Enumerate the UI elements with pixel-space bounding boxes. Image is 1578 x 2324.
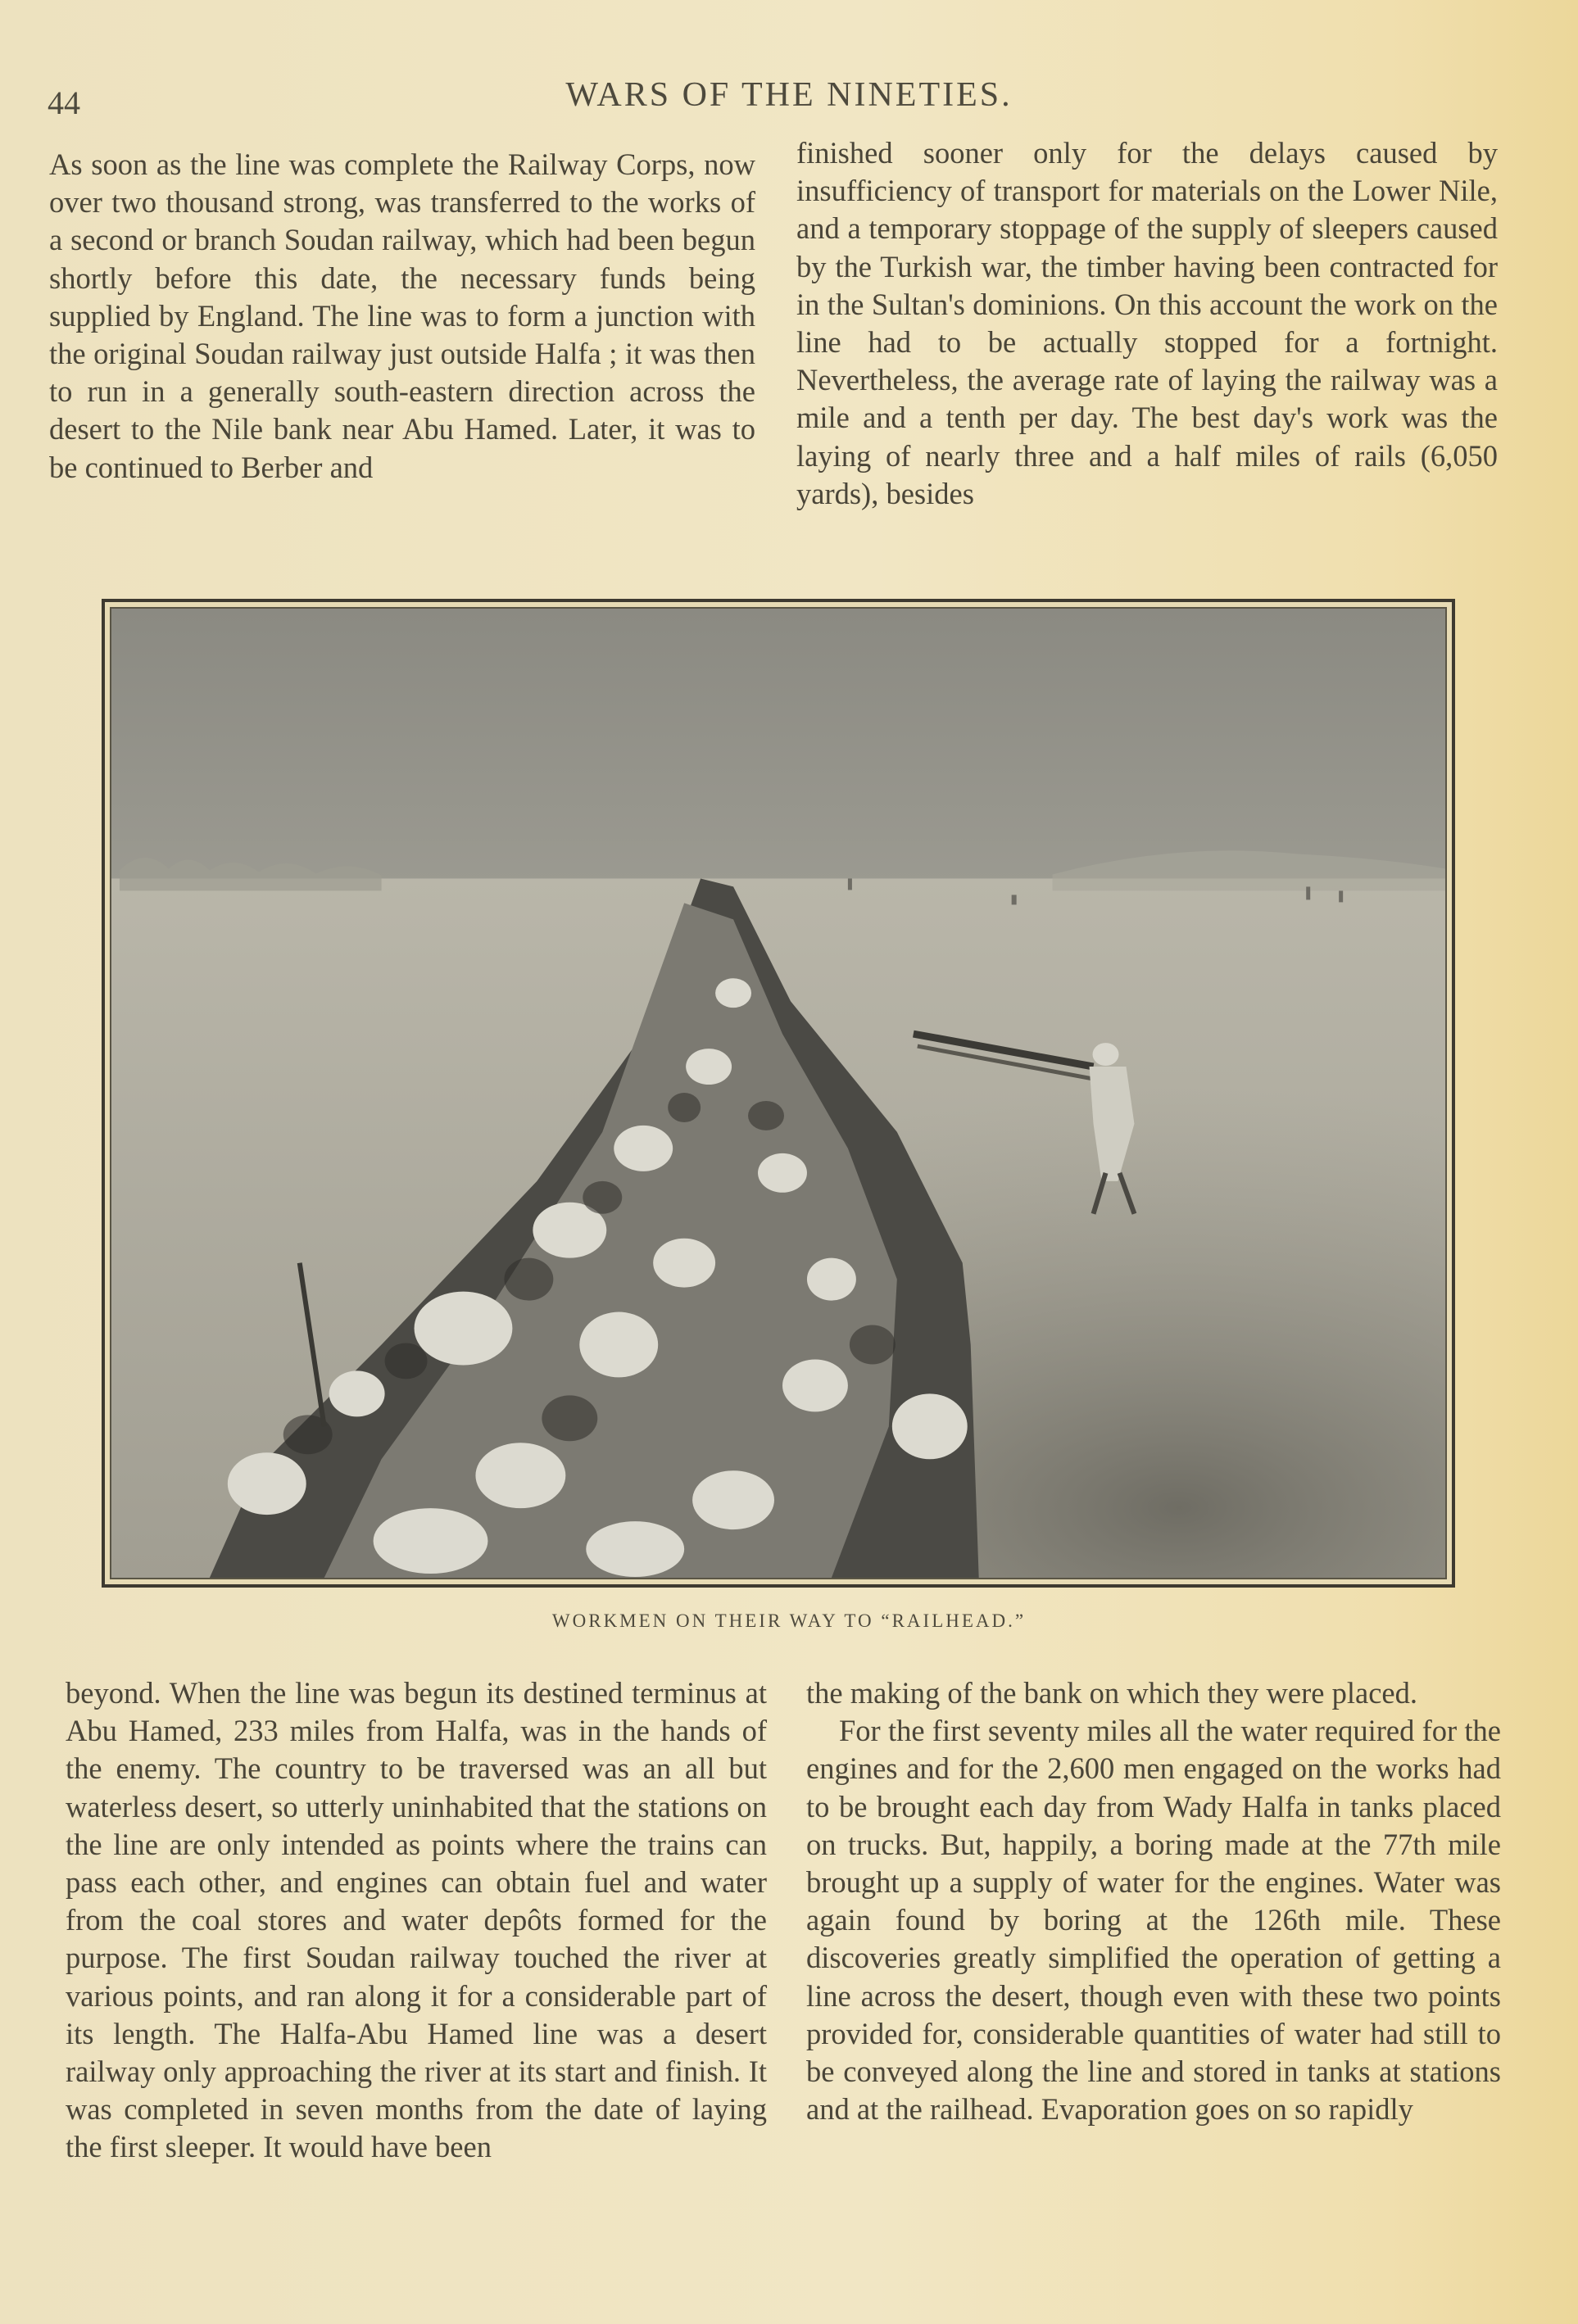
- paragraph: the making of the bank on which they were placed.: [806, 1676, 1417, 1710]
- paragraph: finished sooner only for the delays caused by insufficiency of transport for materials on the Lower Nile, and a temporary stoppage of the supply of sleepers caused by the Turkish war, the timber having been contracted for in the Sultan's dominions. On this account the work on the line had to be actually stopped for a fortnight. Nevertheless, the average rate of laying the railway was a mile and a tenth per day. The best day's work was the laying of nearly three and a half miles of rails (6,050 yards), besides: [796, 136, 1498, 510]
- column-bottom-left: [66, 1674, 767, 2167]
- photograph-frame: [102, 599, 1455, 1588]
- running-title: WARS OF THE NINETIES.: [565, 76, 1013, 114]
- paragraph: beyond. When the line was begun its destined terminus at Abu Hamed, 233 miles from Halfa, was in the hands of the enemy. The country to be traversed was an all but waterless desert, so utterly uninhabited that the stations on the line are only intended as points where the trains can pass each other, and engines can obtain fuel and water from the coal stores and water depôts formed for the purpose. The first Soudan railway touched the river at various points, and ran along it for a considerable part of its length. The Halfa-Abu Hamed line was a desert railway only approaching the river at its start and finish. It was completed in seven months from the date of laying the first sleeper. It would have been: [66, 1676, 767, 2164]
- column-top-left: [49, 146, 755, 487]
- column-bottom-right: [806, 1674, 1501, 2128]
- workmen-photo-illustration: [111, 609, 1445, 1578]
- running-head: [0, 72, 1578, 121]
- column-top-right: [796, 134, 1498, 513]
- paragraph: As soon as the line was complete the Railway Corps, now over two thousand strong, was transferred to the works of a second or branch Soudan railway, which had been begun shortly before this date, the necessary funds being supplied by England. The line was to form a junction with the original Soudan railway just outside Halfa ; it was then to run in a generally south-eastern direction across the desert to the Nile bank near Abu Hamed. Later, it was to be continued to Berber and: [49, 147, 755, 484]
- page-number: 44: [48, 84, 80, 121]
- paragraph: For the first seventy miles all the water required for the engines and for the 2,600 men engaged on the works had to be brought each day from Wady Halfa in tanks placed on trucks. But, happily, a boring made at the 77th mile brought up a supply of water for the engines. Water was again found by boring at the 126th mile. These discoveries greatly simplified the operation of getting a line across the desert, though even with these two points provided for, considerable quantities of water had still to be conveyed along the line and stored in tanks at stations and at the railhead. Evaporation goes on so rapidly: [806, 1714, 1501, 2127]
- figure-caption: WORKMEN ON THEIR WAY TO “RAILHEAD.”: [551, 1610, 1027, 1631]
- photograph: [110, 607, 1447, 1579]
